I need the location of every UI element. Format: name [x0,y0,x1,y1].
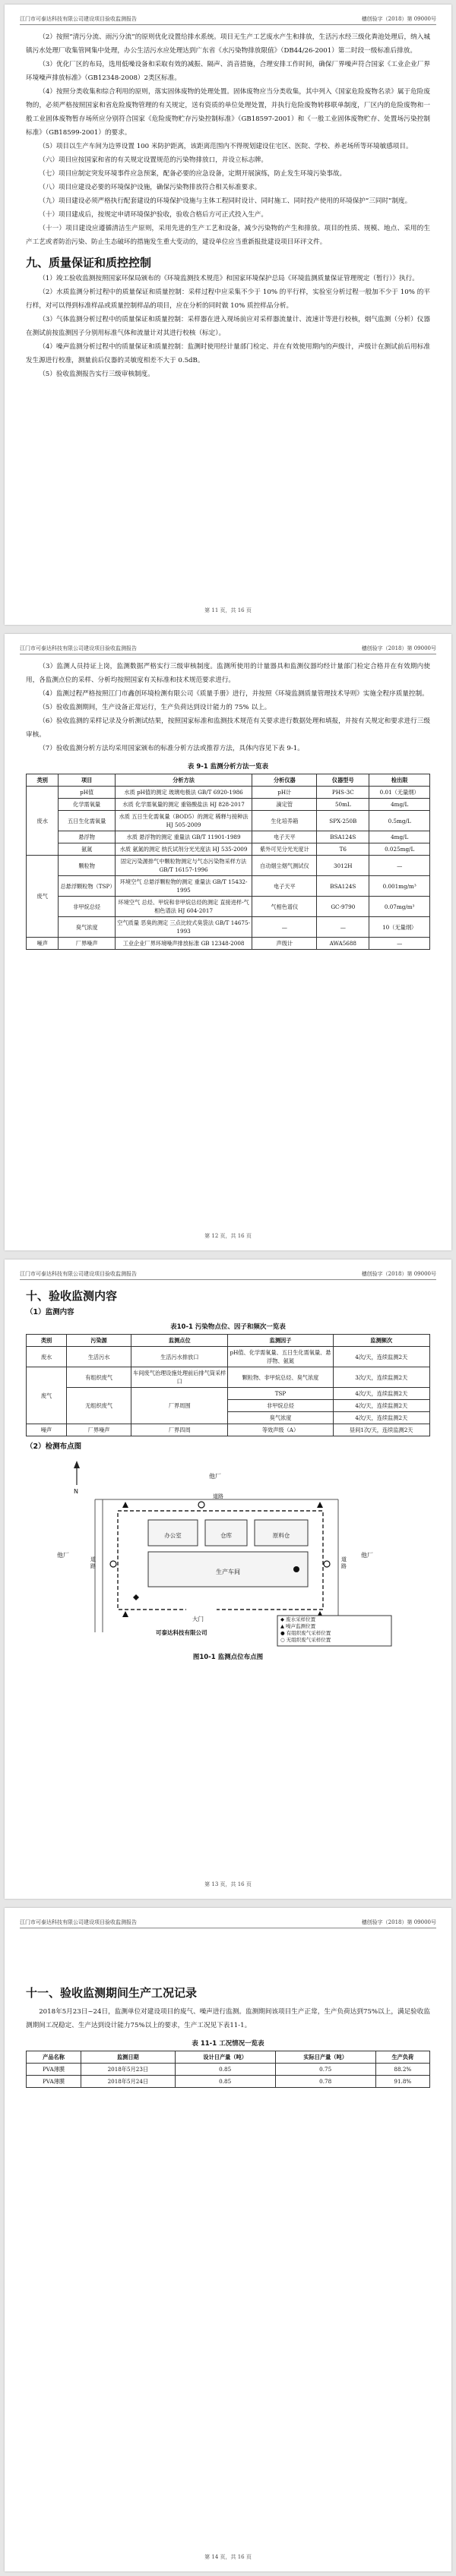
building-label: 原料仓 [272,1532,290,1539]
page-body [26,1287,430,1664]
header-report-number: 穗创验字（2018）第 09000号 [361,1919,436,1925]
wastewater-point-marker [133,1594,139,1600]
column-header: 监测日期 [81,2051,176,2064]
table-cell: — [369,938,430,950]
table-cell: 固定污染源排气中颗粒物测定与气态污染物采样方法 GB/T 16157-1996 [115,856,252,876]
table-cell: 悬浮物 [59,831,115,843]
table-cell: 50mL [317,799,369,811]
figure-caption: 图10-1 监测点位布点图 [192,1654,264,1661]
page-header [20,643,436,654]
monitoring-site-map [49,1458,407,1647]
table-cell: 0.025mg/L [369,843,430,856]
table-cell: PHS-3C [317,787,369,799]
page-body [26,1984,430,2088]
table-cell: PVA薄膜 [27,2064,81,2076]
company-label: 可泰达科技有限公司 [156,1629,207,1636]
table-cell: pH值、化学需氧量、五日生化需氧量、悬浮物、氨氮 [228,1347,333,1367]
column-header: 监测因子 [228,1335,333,1347]
road-label: 道路 [341,1556,347,1569]
table-cell: GC-9790 [317,897,369,917]
table-cell: 4次/天，连续监测2天 [333,1388,429,1400]
paragraph: （4）按照分类收集和综合利用的原则，落实固体废物的处理处置。固体废物应当分类收集，其中列入《国家危险废物名录》属于危险废物的，必须严格按照国家和省危险废物管理的有关规定，送有资质的单位处理处置，并执行危险废物转移联单制度，厂区内的危险废物和一般工业固体废物暂存场所应分别符合国家《危险废物贮存污染控制标准》（GB18597-2001）和《一般工业固体废物贮存、处置场污染控制标准》（GB18599-2001）的要求。 [26,88,430,137]
table-cell: 生活污水 [67,1347,131,1367]
legend-item [280,1616,391,1623]
table-cell: pH计 [252,787,317,799]
header-company: 江门市可泰达科技有限公司建设项目验收监测报告 [20,1271,137,1277]
table-cell: 臭气浓度 [59,917,115,938]
map-legend [280,1616,391,1644]
table-row [27,1367,430,1388]
table-row [27,811,430,831]
table-caption: 表 11-1 工况情况一览表 [192,2040,264,2048]
table-cell: 厂界四周 [131,1424,228,1436]
table-cell: 废气 [27,1367,67,1424]
column-header: 分析仪器 [252,774,317,787]
table-cell: 10（无量纲） [369,917,430,938]
table-cell: 紫外可见分光光度计 [252,843,317,856]
table-cell: 工业企业厂界环境噪声排放标准 GB 12348-2008 [115,938,252,950]
column-header: 检出限 [369,774,430,787]
paragraph: （七）项目应制定突发环境事件应急预案，配备必要的应急设备，定期开展演练，防止发生环境污染事故。 [39,170,347,178]
table-cell: 2018年5月23日 [81,2064,176,2076]
table-cell: 电子天平 [252,831,317,843]
table-cell: 水质 氨氮的测定 纳氏试剂分光光度法 HJ 535-2009 [115,843,252,856]
header-report-number: 穗创验字（2018）第 09000号 [361,645,436,651]
report-page-14 [5,1908,451,2571]
fugitive-marker-icon: ○ [280,1637,285,1643]
table-cell: 有组织废气 [67,1367,131,1388]
table-cell: 2018年5月24日 [81,2076,176,2088]
table-cell: 生化培养箱 [252,811,317,831]
page-header [20,14,436,25]
table-cell: 厂界周围 [131,1388,228,1424]
gate-label: 大门 [192,1616,204,1622]
table-cell: 0.85 [175,2076,275,2088]
paragraph: （3）气体监测分析过程中的质量保证和质量控制：采样器在进入现场前应对采样器流量计、流速计等进行校核，烟气监测（分析）仪器在测试前按监测因子分别用标准气体和流量计对其进行校核（标定）。 [26,316,430,337]
header-report-number: 穗创验字（2018）第 09000号 [361,1271,436,1277]
table-row [27,1347,430,1367]
table-row [27,831,430,843]
legend-text: 无组织废气采样位置 [286,1637,331,1643]
column-header: 设计日产量（吨） [175,2051,275,2064]
table-cell: 88.2% [375,2064,429,2076]
column-header: 类别 [27,1335,67,1347]
paragraph: （5）项目以生产车间为边界设置 100 米防护距离，该距离范围内不得规划建设住宅区、医院、学校、养老场所等环境敏感项目。 [39,143,413,150]
table-cell: 4mg/L [369,799,430,811]
table-cell: 91.8% [375,2076,429,2088]
neighbor-factory-label: 他厂 [209,1473,221,1480]
table-cell: 颗粒物、非甲烷总烃、臭气浓度 [228,1367,333,1388]
table-cell: 五日生化需氧量 [59,811,115,831]
table-cell: 4次/天，连续监测2天 [333,1400,429,1412]
table-cell: 4次/天，连续监测2天 [333,1347,429,1367]
section-heading: 十一、验收监测期间生产工况记录 [26,1986,198,2000]
page-body [26,30,430,381]
table-cell: — [252,917,317,938]
table-row [27,799,430,811]
table-cell: 气相色谱仪 [252,897,317,917]
page-number: 第 13 页，共 16 页 [204,1881,252,1887]
table-cell: 电子天平 [252,876,317,897]
noise-point-marker [122,1611,128,1617]
paragraph: （2）按照“清污分流、雨污分流”的原则优化设置给排水系统。项目无生产工艺废水产生和排放，生活污水经三级化粪池处理后，纳入城镇污水处理厂收集管网集中处理，办公生活污水应处理达到广东省《水污染物排放限值》（DB44/26-2001）第二时段一级标准后排放。 [26,33,430,55]
table-cell: 环境空气 总悬浮颗粒物的测定 重量法 GB/T 15432-1995 [115,876,252,897]
page-header [20,1917,436,1928]
table-row [27,1388,430,1400]
table-cell: — [317,917,369,938]
header-company: 江门市可泰达科技有限公司建设项目验收监测报告 [20,16,137,22]
monitoring-points-table [26,1334,430,1436]
noise-point-marker [122,1502,128,1508]
table-cell: 水质 悬浮物的测定 重量法 GB/T 11901-1989 [115,831,252,843]
table-cell: 废水 [27,1347,67,1367]
table-cell: BSA124S [317,831,369,843]
table-cell: 0.07mg/m³ [369,897,430,917]
table-cell: AWA5688 [317,938,369,950]
column-header: 项目 [59,774,115,787]
table-caption: 表10-1 污染物点位、因子和频次一览表 [170,1323,286,1331]
paragraph: （九）项目建设必须严格执行配套建设的环境保护设施与主体工程同时设计、同时施工、同时投产使用的环境保护“三同时”制度。 [39,197,412,205]
table-cell: 声级计 [252,938,317,950]
table-cell: 自动烟尘烟气测试仪 [252,856,317,876]
column-header: 污染源 [67,1335,131,1347]
paragraph: （3）监测人员持证上岗，监测数据严格实行三级审核制度。监测所使用的计量器具和监测仪器均经计量部门检定合格并在有效期内使用，各监测点位的采样、分析均按照国家有关标准和技术规范要求进行。 [26,663,430,684]
table-cell: 3次/天，连续监测2天 [333,1367,429,1388]
column-header: 产品名称 [27,2051,81,2064]
paragraph: （1）竣工验收监测按照国家环保局颁布的《环境监测技术规范》和国家环境保护总局《环境监测质量保证管理规定（暂行）》执行。 [39,275,419,282]
paragraph: （八）项目应建设必要的环境保护设施，确保污染物排放符合相关标准要求。 [39,184,261,191]
table-cell: 废气 [27,856,59,938]
table-cell: 噪声 [27,1424,67,1436]
table-cell: 0.75 [275,2064,375,2076]
table-cell: 0.001mg/m³ [369,876,430,897]
north-label: N [74,1488,78,1495]
table-cell: 空气质量 恶臭的测定 三点比较式臭袋法 GB/T 14675-1993 [115,917,252,938]
legend-item [280,1623,391,1630]
report-page-13 [5,1260,451,1899]
table-cell: 车间废气治理设施处理前后排气筒采样口 [131,1367,228,1388]
table-row [27,1424,430,1436]
paragraph: （十）项目建成后，按规定申请环境保护验收，验收合格后方可正式投入生产。 [39,211,268,219]
road-label: 道路 [90,1556,96,1569]
table-row [27,856,430,876]
wastewater-marker-icon: ◆ [280,1616,284,1622]
page-body [26,660,430,950]
fugitive-point-marker [198,1502,204,1508]
legend-text: 废水采样位置 [286,1616,316,1622]
paragraph: （7）验收监测分析方法均采用国家颁布的标准分析方法或推荐方法，具体内容见下表 9-1。 [39,745,304,752]
analysis-methods-table [26,774,430,950]
column-header: 仪器型号 [317,774,369,787]
table-cell: 昼间1次/天，连续监测2天 [333,1424,429,1436]
column-header: 生产负荷 [375,2051,429,2064]
section-heading: 十、验收监测内容 [26,1289,118,1303]
table-cell: 厂界噪声 [67,1424,131,1436]
noise-point-marker [317,1502,323,1508]
table-cell: — [369,856,430,876]
neighbor-factory-label: 他厂 [57,1552,69,1559]
table-row [27,917,430,938]
table-cell: 噪声 [27,938,59,950]
legend-text: 有组织废气采样位置 [286,1630,331,1636]
table-row [27,897,430,917]
table-cell: 厂界噪声 [59,938,115,950]
page-header [20,1269,436,1280]
table-cell: 4次/天，连续监测2天 [333,1412,429,1424]
legend-text: 噪声监测位置 [286,1623,316,1629]
road-label: 道路 [213,1493,223,1499]
table-cell: 0.78 [275,2076,375,2088]
header-company: 江门市可泰达科技有限公司建设项目验收监测报告 [20,1919,137,1925]
legend-item [280,1637,391,1644]
table-cell: 生活污水排放口 [131,1347,228,1367]
table-cell: 氨氮 [59,843,115,856]
paragraph: （六）项目应按国家和省的有关规定设置规范的污染物排放口，并设立标志牌。 [39,156,268,164]
paragraph: （5）验收监测期间，生产设备正常运行，生产负荷达到设计能力的 75% 以上。 [39,704,271,711]
fugitive-point-marker [110,1561,116,1567]
header-company: 江门市可泰达科技有限公司建设项目验收监测报告 [20,645,137,651]
table-cell: 滴定管 [252,799,317,811]
production-conditions-table [26,2051,430,2088]
column-header: 实际日产量（吨） [275,2051,375,2064]
table-cell: 0.01（无量纲） [369,787,430,799]
table-cell: 水质 五日生化需氧量（BOD5）的测定 稀释与接种法 HJ 505-2009 [115,811,252,831]
table-cell: 非甲烷总烃 [59,897,115,917]
table-row [27,2064,430,2076]
table-cell: 废水 [27,787,59,856]
table-row [27,2076,430,2088]
north-arrow-icon [74,1461,80,1485]
table-cell: 等效声级（A） [228,1424,333,1436]
column-header: 类别 [27,774,59,787]
table-cell: 水质 pH值的测定 玻璃电极法 GB/T 6920-1986 [115,787,252,799]
paragraph: （3）优化厂区的布局，选用低噪设备和采取有效的减振、隔声、消音措施，合理安排工作时间，确保厂界噪声符合国家《工业企业厂界环境噪声排放标准》（GB12348-2008）2类区标准。 [26,61,430,82]
neighbor-factory-label: 他厂 [361,1552,373,1559]
header-report-number: 穗创验字（2018）第 09000号 [361,16,436,22]
building-label: 仓库 [220,1532,232,1539]
table-cell: 0.5mg/L [369,811,430,831]
column-header: 监测点位 [131,1335,228,1347]
table-row [27,787,430,799]
paragraph: （4）监测过程严格按照江门市鑫创环境检测有限公司《质量手册》进行，并按照《环境监测质量管理技术导则》实施全程序质量控制。 [39,690,429,698]
table-cell: 水质 化学需氧量的测定 重铬酸盐法 HJ 828-2017 [115,799,252,811]
table-cell: 环境空气 总烃、甲烷和非甲烷总烃的测定 直接进样-气相色谱法 HJ 604-2017 [115,897,252,917]
table-cell: 非甲烷总烃 [228,1400,333,1412]
table-cell: PVA薄膜 [27,2076,81,2088]
table-caption: 表 9-1 监测分析方法一览表 [187,763,269,771]
paragraph: （5）验收监测报告实行三级审核制度。 [39,370,154,378]
table-header-row [27,1335,430,1347]
page-number: 第 11 页，共 16 页 [204,607,252,613]
report-page-11 [5,5,451,625]
page-number: 第 12 页，共 16 页 [204,1233,252,1239]
subsection-heading: （2）检测布点图 [26,1442,82,1451]
paragraph: （4）噪声监测分析过程中的质量保证和质量控制：监测时使用经计量部门检定、并在有效使用期内的声级计，声级计在测试前后用标准发生源进行校准，测量前后仪器的灵敏度相差不大于 0.5dB。 [26,343,430,364]
exhaust-marker-icon: ● [280,1630,285,1636]
table-cell: TSP [228,1388,333,1400]
table-cell: SPX-250B [317,811,369,831]
table-row [27,876,430,897]
table-cell: pH值 [59,787,115,799]
table-cell: 化学需氧量 [59,799,115,811]
table-cell: 臭气浓度 [228,1412,333,1424]
building-label: 办公室 [164,1532,182,1539]
column-header: 监测频次 [333,1335,429,1347]
table-cell: 无组织废气 [67,1388,131,1424]
fugitive-point-marker [324,1561,330,1567]
table-cell: 总悬浮颗粒物（TSP） [59,876,115,897]
table-row [27,938,430,950]
noise-marker-icon: ▲ [280,1623,284,1629]
paragraph: （6）验收监测的采样记录及分析测试结果，按照国家标准和监测技术规范有关要求进行数据处理和填报，并按有关规定和要求进行三级审核。 [26,717,430,739]
page-number: 第 14 页，共 16 页 [204,2554,252,2560]
section-heading: 九、质量保证和质控控制 [26,256,152,270]
table-cell: BSA124S [317,876,369,897]
legend-item [280,1630,391,1637]
table-cell: 颗粒物 [59,856,115,876]
table-cell: T6 [317,843,369,856]
table-cell: 0.85 [175,2064,275,2076]
table-header-row [27,774,430,787]
table-header-row [27,2051,430,2064]
paragraph: （十一）项目建设应遵循清洁生产原则，采用先进的生产工艺和设备，减少污染物的产生和排放。项目的性质、规模、地点、采用的生产工艺或者防治污染、防止生态破坏的措施发生重大变动的，建设单位应当重新报批建设项目环评文件。 [26,225,430,246]
table-cell: 3012H [317,856,369,876]
table-cell: 4mg/L [369,831,430,843]
column-header: 分析方法 [115,774,252,787]
table-row [27,843,430,856]
subsection-heading: （1）监测内容 [26,1308,74,1316]
building-label: 生产车间 [216,1569,240,1575]
paragraph: （2）水质监测分析过程中的质量保证和质量控制：采样过程中应采集不少于 10% 的平行样，实验室分析过程一般加不少于 10% 的平行样，对可以得到标准样品或质量控制样品的项目，应在分析的同时做 10% 质控样品分析。 [26,288,430,310]
report-page-12 [5,634,451,1250]
paragraph: 2018年5月23日~24日，监测单位对建设项目的废气、噪声进行监测。监测期间该项目生产正常，生产负荷达到75%以上，满足验收监测期间工况稳定、生产达到设计能力75%以上的要求，生产工况见下表11-1。 [26,2008,430,2029]
